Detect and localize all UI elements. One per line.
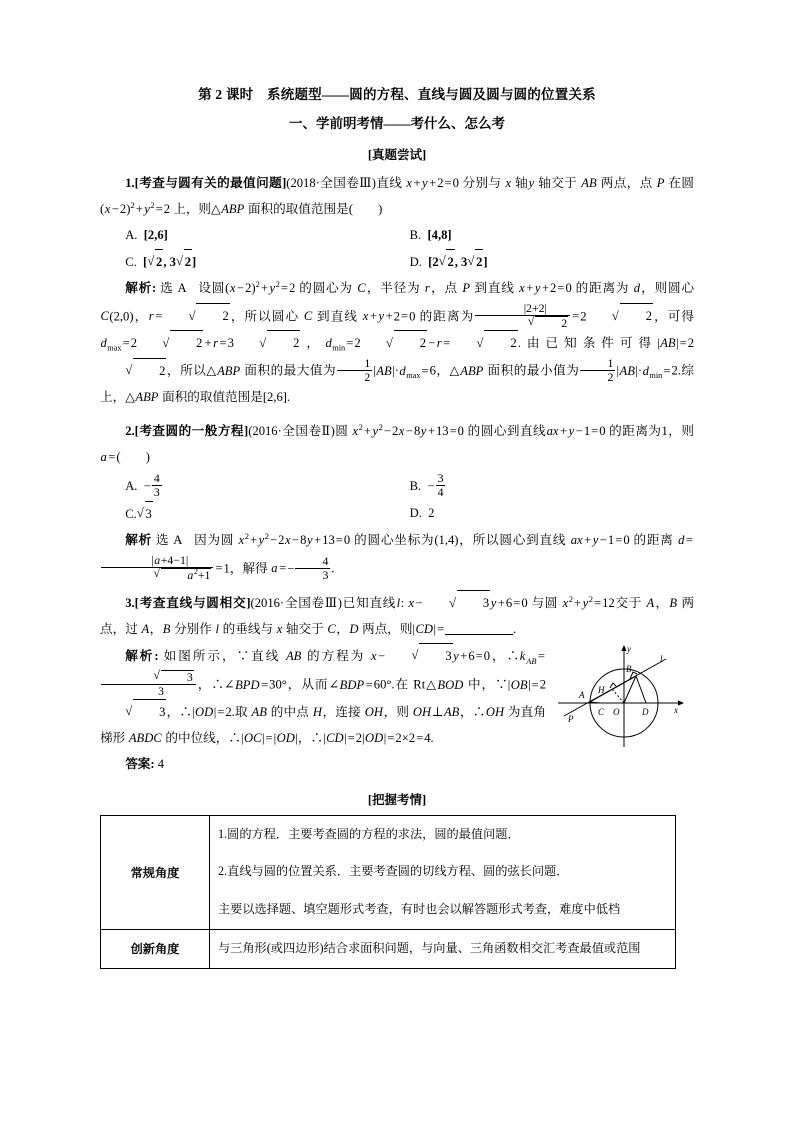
problem-1-source: (2018·全国卷Ⅲ) (286, 176, 376, 191)
table-row-label-regular: 常规角度 (101, 815, 210, 929)
label-B: B (626, 664, 632, 675)
answer-value: 4 (157, 756, 165, 771)
problem-1-tag: [考查与圆有关的最值问题] (134, 176, 287, 191)
problem-1-options-row-2 (100, 249, 694, 276)
option-key: C. (125, 506, 137, 521)
problem-2-options-row-1 (100, 471, 694, 501)
answer-label: 答案: (125, 756, 155, 771)
option-key: D. (409, 505, 422, 520)
label-C: C (598, 707, 605, 718)
problem-1-solution: 解析: 选 A 设圆$(x -2)^2+ y^2=2$ 的圆心为 C，半径为 r，点 P 到直线 x + y +2=0 的距离为 d，则圆心 C(2,0)，r = √ 2，所以圆心 C 到直线 x + y +2=0 的距离为 |2+2| √ 2 =2 √ 2，可得 $d_{max}=2$ √ 2 + r =3 √ 2，$d_{min}=2$ √ 2 − r = √ 2.由已知条件可得|AB|=2√ 2，所以△ABP 面积的最大值为 $\frac{1}{2}$ $|AB|\cdot d_{max}=6$，△ABP 面积的最小值为 $\frac{1}{2}$ $|AB|\cdot d_{min}=2$.综上，△ABP 面积的取值范围是[2,6]. (100, 276, 694, 411)
solution-label: 解析: (125, 649, 159, 664)
problem-2-option-a[interactable]: A. − $\frac{4}{3}$ (125, 471, 160, 499)
problem-2-number: 2. (125, 423, 135, 438)
option-key: B. (409, 227, 422, 242)
exam-focus-table (100, 815, 676, 969)
problem-1-text2: 分别与 (462, 176, 502, 191)
segment-ob (624, 676, 636, 703)
label-l: l (660, 654, 663, 665)
problem-2-stem: 2.[考查圆的一般方程](2016·全国卷Ⅱ)圆 $x^2+ y^2-2x -8y +13=0$ 的圆心到直线ax + y −1=0 的距离为1，则 a =( ) (100, 421, 694, 464)
page-subtitle: 一、学前明考情——考什么、怎么考 (289, 115, 505, 131)
table-cell-regular-line-2: 2.直线与圆的位置关系．主要考查圆的切线方程、圆的弦长问题． (210, 853, 676, 891)
problem-2-option-d[interactable] (410, 501, 694, 528)
label-P: P (568, 714, 574, 725)
problem-2-option-b[interactable]: B. − $\frac{3}{4}$ (409, 471, 444, 499)
geometry-figure (554, 641, 694, 753)
option-key: A. (125, 227, 138, 242)
solution-choice: 选 A (155, 532, 183, 547)
x-axis-arrow (678, 701, 684, 706)
label-D: D (642, 707, 649, 718)
problem-1-options-row-1 (100, 223, 694, 249)
table-row-label-innovative: 创新角度 (101, 929, 210, 968)
label-y: y (627, 644, 631, 655)
label-H: H (598, 685, 605, 696)
problem-1-text1: 直线 (375, 176, 403, 191)
problem-2-options-row-2 (100, 501, 694, 528)
segment-oh (612, 689, 624, 703)
problem-2-tag: [考查圆的一般方程] (134, 423, 249, 438)
y-axis-arrow (621, 645, 626, 651)
table-row (101, 815, 676, 853)
label-x: x (674, 705, 678, 716)
table-cell-innovative-line-1: 与三角形(或四边形)结合求面积问题，与向量、三角函数相交汇考查最值或范围 (210, 929, 676, 968)
problem-3-source: (2016·全国卷Ⅲ) (250, 596, 342, 611)
solution-choice: 选 A (160, 280, 187, 295)
page-title: 第 2 课时 系统题型——圆的方程、直线与圆及圆与圆的位置关系 (198, 87, 596, 102)
option-key: B. (409, 478, 422, 493)
problem-1-option-b[interactable]: B. [4,8] (409, 227, 452, 242)
page-content (100, 86, 694, 969)
problem-1-option-d[interactable]: D. [2 √ 2, 3 √ 2] (410, 249, 694, 276)
chord-ab (590, 676, 636, 702)
section-tag-exam-try: [真题尝试] (367, 148, 427, 163)
problem-2-option-c[interactable]: C. √ 3 (125, 501, 409, 528)
problem-2-solution: 解析 选 A 因为圆 $x^2+ y^2-2x -8y +13=0$ 的圆心坐标为(1,4)，所以圆心到直线 ax + y −1=0 的距离 d = |a+4−1| √ $a^2+1$ =1，解得 a =− $\frac{4}{3}$ . (100, 528, 694, 583)
option-value: 2 (428, 505, 435, 520)
solution-label: 解析 (125, 532, 152, 547)
option-key: D. (409, 254, 422, 269)
option-key: A. (125, 478, 138, 493)
problem-1-option-a[interactable]: A. [2,6] (125, 227, 168, 242)
solution-label: 解析: (125, 280, 157, 295)
problem-3-number: 3. (125, 596, 135, 611)
problem-1-stem: 1.[考查与圆有关的最值问题](2018·全国卷Ⅲ)直线 x + y +2=0 分别与 x 轴y 轴交于 AB 两点，点 P 在圆$(x -2)^2+ y^2=2$ 上，则△ABP 面积的取值范围是( ) (100, 176, 695, 217)
label-A: A (579, 690, 585, 701)
segment-bd (636, 676, 646, 703)
answer-blank[interactable] (445, 634, 513, 635)
option-key: C. (125, 254, 137, 269)
table-cell-regular-line-1: 1.圆的方程．主要考查圆的方程的求法，圆的最值问题． (210, 815, 676, 853)
section-tag-grasp: [把握考情] (367, 792, 427, 807)
problem-3-answer (100, 752, 694, 778)
problem-2-source: (2016·全国卷Ⅱ) (248, 423, 335, 438)
label-O: O (613, 707, 620, 718)
problem-1-option-c[interactable]: C. [ √ 2, 3 √ 2] (125, 249, 409, 276)
table-row (101, 929, 676, 968)
problem-1-number: 1. (125, 176, 135, 191)
problem-3-solution: 解析: 如图所示，∵直线 AB 的方程为 x − √ 3 y +6=0，$\therefore k_{AB}$ = √ $\frac{3}{3}$ ，∴∠BPD =30°，从而∠BDP =60°.在 Rt△BOD 中，∵|OB|=2√ 3，∴|OD|=2.取 AB 的中点 H，连接 OH，则 OH⊥AB，∴OH 为直角梯形 ABDC 的中位线，∴|OC|=|OD|，∴|CD|=2|OD|=2×2=4. (100, 643, 694, 751)
table-cell-regular-extra: 主要以选择题、填空题形式考查，有时也会以解答题形式考查，难度中低档 (210, 891, 676, 929)
circle-line-diagram (554, 641, 694, 753)
problem-3-stem: 3.[考查直线与圆相交](2016·全国卷Ⅲ)已知直线l: x − √ 3 y +6=0 与圆 $x^2+ y^2=12$交于 A，B 两点，过 A，B 分别作 l 的垂线与 x 轴交于 C，D 两点，则|CD|= . (100, 590, 694, 643)
problem-3-tag: [考查直线与圆相交] (134, 596, 251, 611)
